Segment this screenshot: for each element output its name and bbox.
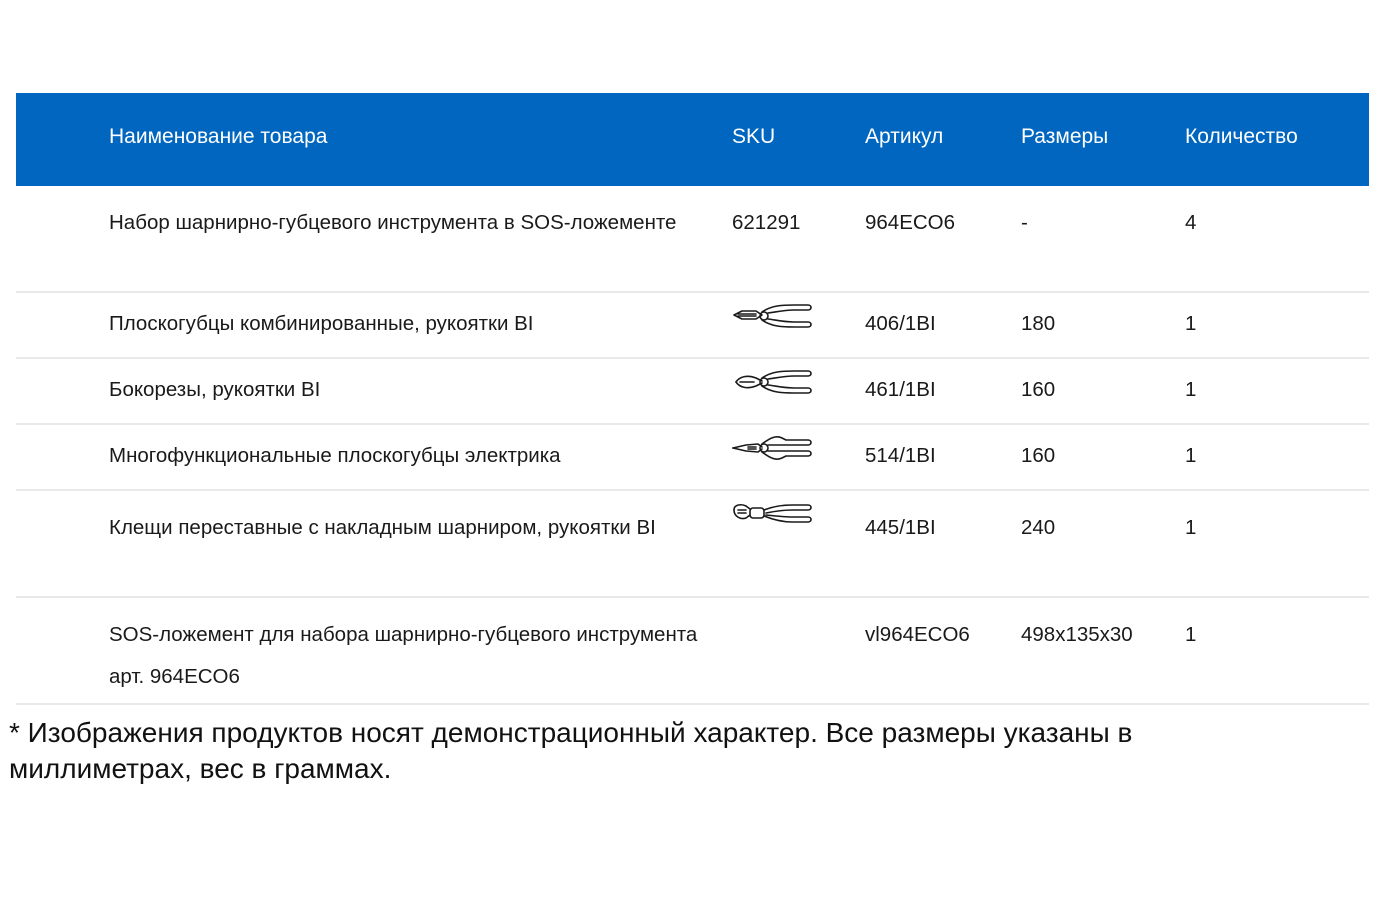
product-quantity: 4	[1185, 211, 1197, 234]
water-pump-pliers-icon	[732, 500, 852, 530]
product-size: -	[1021, 211, 1028, 234]
product-size: 160	[1021, 444, 1056, 467]
table-row	[16, 598, 1369, 705]
footnote: * Изображения продуктов носят демонстрационный характер. Все размеры указаны в миллиметрах, вес в граммах.	[9, 717, 1133, 784]
product-name: SOS-ложемент для набора шарнирно-губцевого инструмента арт. 964ECO6	[109, 623, 698, 688]
product-sku: 621291	[732, 211, 801, 234]
product-article: 406/1BI	[865, 312, 936, 335]
product-quantity: 1	[1185, 312, 1197, 335]
product-size: 180	[1021, 312, 1056, 335]
header-article: Артикул	[865, 125, 944, 148]
product-name: Плоскогубцы комбинированные, рукоятки BI	[109, 312, 534, 335]
header-sizes: Размеры	[1021, 125, 1109, 148]
product-name: Бокорезы, рукоятки BI	[109, 378, 321, 401]
product-size: 498x135x30	[1021, 623, 1133, 646]
product-name: Клещи переставные с накладным шарниром, рукоятки BI	[109, 516, 656, 539]
product-quantity: 1	[1185, 623, 1197, 646]
diagonal-cutters-icon	[732, 368, 852, 398]
product-name: Набор шарнирно-губцевого инструмента в SOS-ложементе	[109, 211, 677, 234]
product-article: 461/1BI	[865, 378, 936, 401]
products-table	[16, 93, 1369, 705]
table-row	[16, 293, 1369, 359]
header-sku: SKU	[732, 125, 776, 148]
header-quantity: Количество	[1185, 125, 1298, 148]
combination-pliers-icon	[732, 302, 852, 332]
product-article: 514/1BI	[865, 444, 936, 467]
table-row	[16, 425, 1369, 491]
product-size: 240	[1021, 516, 1056, 539]
table-row	[16, 359, 1369, 425]
product-article: 445/1BI	[865, 516, 936, 539]
product-quantity: 1	[1185, 516, 1197, 539]
table-row	[16, 186, 1369, 293]
product-name: Многофункциональные плоскогубцы электрика	[109, 444, 561, 467]
product-article: 964ECO6	[865, 211, 956, 234]
header-name: Наименование товара	[109, 125, 328, 148]
table-row	[16, 491, 1369, 598]
product-size: 160	[1021, 378, 1056, 401]
product-quantity: 1	[1185, 378, 1197, 401]
electrician-pliers-icon	[732, 434, 852, 464]
table-header	[16, 93, 1369, 186]
product-article: vl964ECO6	[865, 623, 970, 646]
product-quantity: 1	[1185, 444, 1197, 467]
